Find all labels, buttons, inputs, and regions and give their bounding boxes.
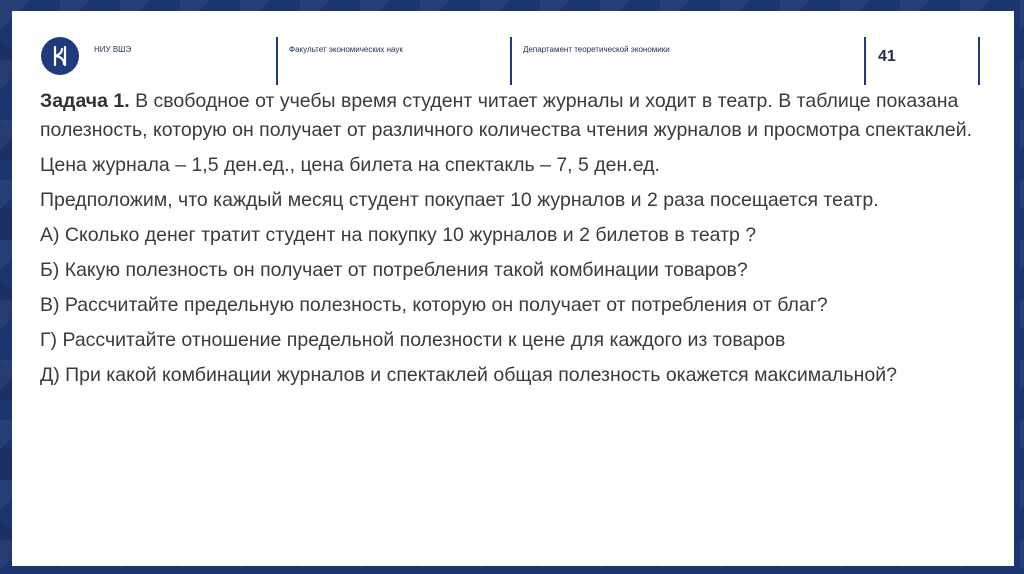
slide-content: [40, 87, 990, 396]
hse-logo-icon: [41, 37, 79, 75]
question-d: Д) При какой комбинации журналов и спектаклей общая полезность окажется максимальной?: [40, 364, 897, 386]
prices-paragraph: Цена журнала – 1,5 ден.ед., цена билета на спектакль – 7, 5 ден.ед.: [40, 154, 660, 176]
slide-header: [12, 11, 1014, 91]
task-label: Задача 1.: [40, 90, 130, 112]
page-number: 41: [878, 48, 896, 65]
faculty-name: Факультет экономических наук: [289, 45, 403, 54]
question-v: В) Рассчитайте предельную полезность, которую он получает от потребления от благ?: [40, 294, 828, 316]
header-divider: [510, 37, 512, 85]
assumption-paragraph: Предположим, что каждый месяц студент покупает 10 журналов и 2 раза посещается театр.: [40, 189, 879, 211]
slide: [12, 11, 1014, 566]
header-divider: [978, 37, 980, 85]
question-b: Б) Какую полезность он получает от потребления такой комбинации товаров?: [40, 259, 748, 281]
question-a: А) Сколько денег тратит студент на покупку 10 журналов и 2 билетов в театр ?: [40, 224, 757, 246]
department-name: Департамент теоретической экономики: [523, 45, 670, 54]
hse-logo-glyph: [47, 43, 73, 69]
header-divider: [276, 37, 278, 85]
header-divider: [864, 37, 866, 85]
org-name: НИУ ВШЭ: [94, 45, 132, 54]
task-paragraph: [40, 87, 990, 145]
task-text: В свободное от учебы время студент читает журналы и ходит в театр. В таблице показана полезность, которую он получает от различного количества чтения журналов и просмотра спектаклей.: [40, 90, 973, 141]
question-g: Г) Рассчитайте отношение предельной полезности к цене для каждого из товаров: [40, 329, 786, 351]
